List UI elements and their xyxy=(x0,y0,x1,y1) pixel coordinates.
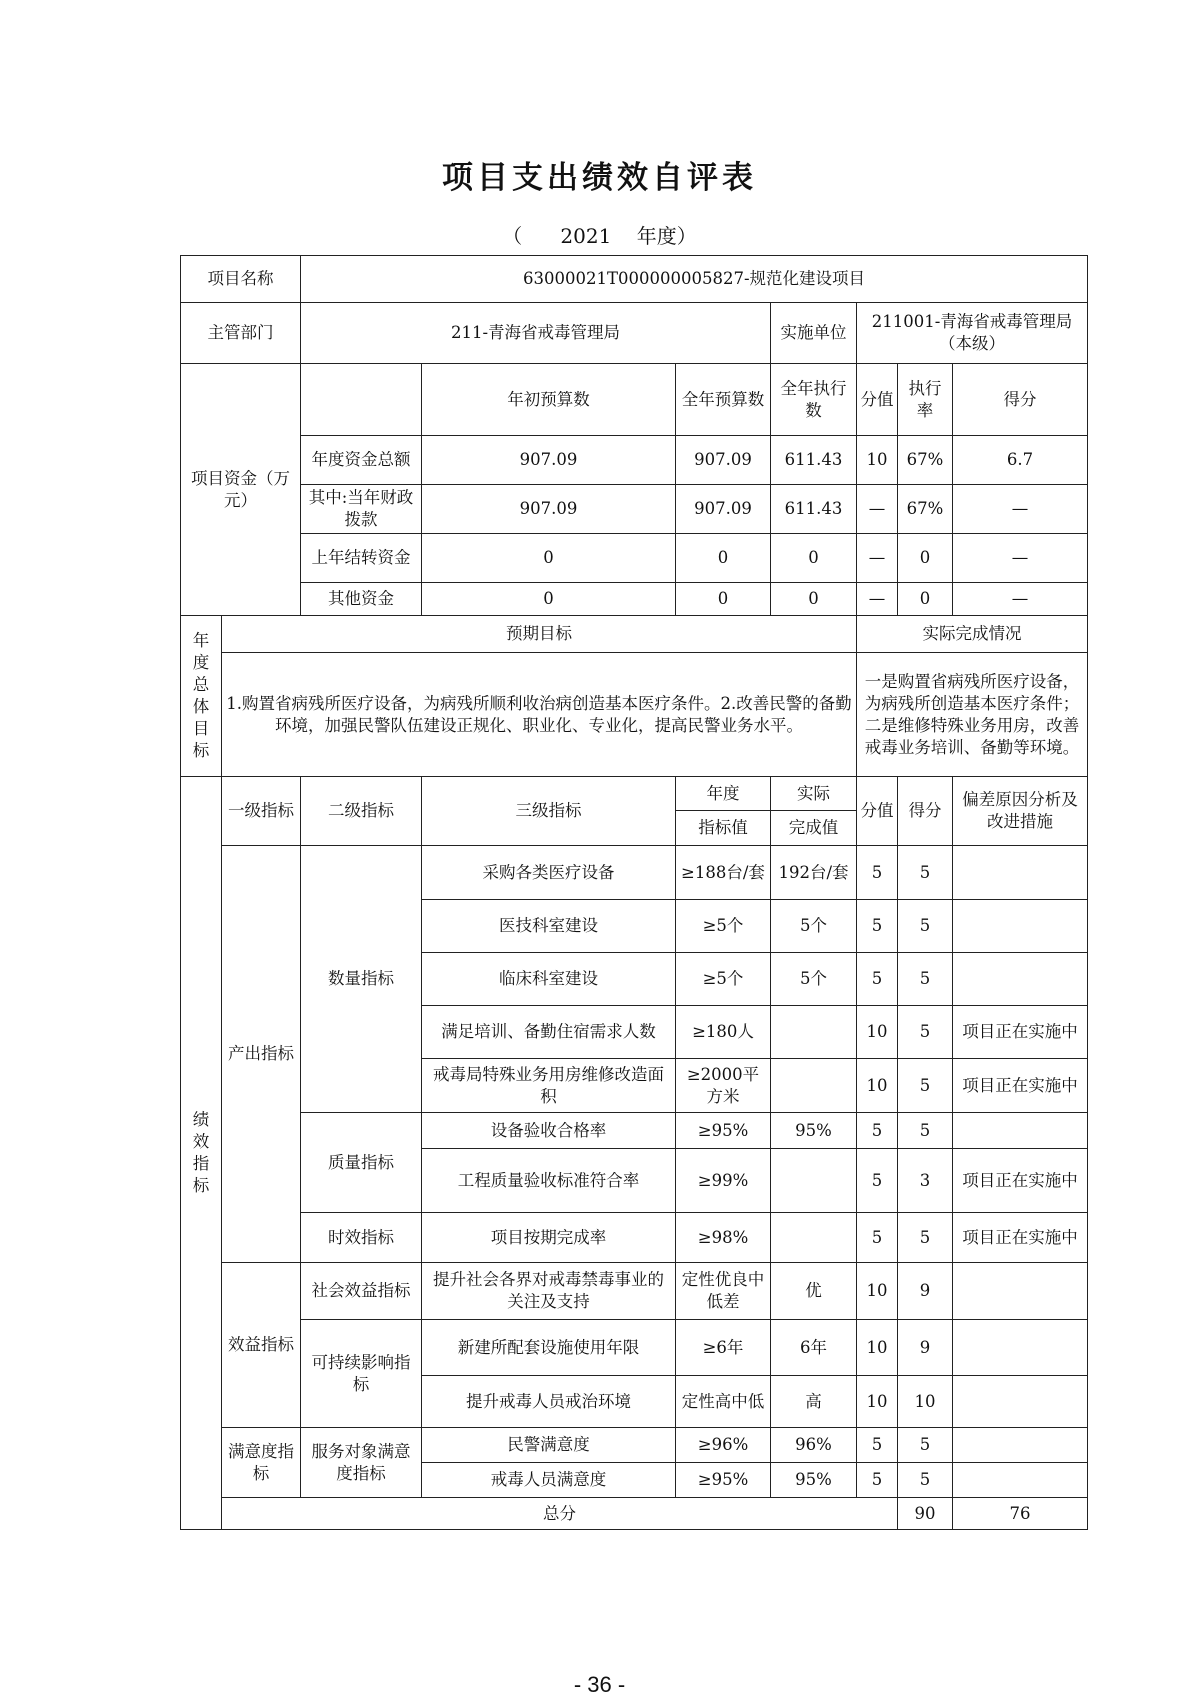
indicator-value: 5 xyxy=(857,900,898,953)
indicator-score: 9 xyxy=(898,1320,953,1376)
indicator-actual: 192台/套 xyxy=(771,846,857,900)
funds-col-executed: 全年执行数 xyxy=(771,364,857,436)
header-target-bottom: 指标值 xyxy=(676,811,771,846)
header-level3: 三级指标 xyxy=(422,777,676,846)
indicator-name: 临床科室建设 xyxy=(422,953,676,1006)
subgroup-social: 社会效益指标 xyxy=(301,1263,422,1320)
header-target-top: 年度 xyxy=(676,777,771,811)
header-actual-top: 实际 xyxy=(771,777,857,811)
indicator-actual: 5个 xyxy=(771,900,857,953)
indicator-name: 提升社会各界对戒毒禁毒事业的关注及支持 xyxy=(422,1263,676,1320)
funds-row-name: 年度资金总额 xyxy=(301,436,422,485)
subgroup-sustainable: 可持续影响指标 xyxy=(301,1320,422,1428)
indicator-score: 5 xyxy=(898,900,953,953)
indicator-actual: 5个 xyxy=(771,953,857,1006)
indicator-name: 采购各类医疗设备 xyxy=(422,846,676,900)
indicator-value: 10 xyxy=(857,1376,898,1428)
funds-col-value: 分值 xyxy=(857,364,898,436)
year-line xyxy=(0,220,1199,249)
year-open: （ xyxy=(502,224,523,248)
indicator-reason: 项目正在实施中 xyxy=(953,1213,1088,1263)
funds-row-name: 其他资金 xyxy=(301,583,422,616)
indicator-actual: 6年 xyxy=(771,1320,857,1376)
indicator-target: ≥95% xyxy=(676,1463,771,1498)
funds-cell: 10 xyxy=(857,436,898,485)
indicator-reason: 项目正在实施中 xyxy=(953,1149,1088,1213)
funds-cell: 611.43 xyxy=(771,436,857,485)
project-name-label: 项目名称 xyxy=(181,256,301,303)
indicator-row xyxy=(181,1320,1088,1376)
indicator-reason xyxy=(953,846,1088,900)
header-actual-bottom: 完成值 xyxy=(771,811,857,846)
funds-cell: 907.09 xyxy=(676,436,771,485)
funds-cell: 611.43 xyxy=(771,485,857,534)
indicator-value: 5 xyxy=(857,1463,898,1498)
funds-row xyxy=(181,583,1088,616)
indicator-target: 定性高中低 xyxy=(676,1376,771,1428)
group-benefit: 效益指标 xyxy=(222,1263,301,1428)
indicator-score: 5 xyxy=(898,1006,953,1059)
subgroup-service: 服务对象满意度指标 xyxy=(301,1428,422,1498)
funds-cell: 0 xyxy=(771,583,857,616)
indicator-target: ≥99% xyxy=(676,1149,771,1213)
indicator-actual xyxy=(771,1006,857,1059)
funds-col-annual: 全年预算数 xyxy=(676,364,771,436)
indicator-actual: 95% xyxy=(771,1113,857,1149)
indicator-reason xyxy=(953,1428,1088,1463)
dept-label: 主管部门 xyxy=(181,303,301,364)
funds-cell: 0 xyxy=(898,534,953,583)
indicator-target: ≥5个 xyxy=(676,953,771,1006)
goals-content-row xyxy=(181,653,1088,777)
indicator-row xyxy=(181,1113,1088,1149)
indicator-score: 5 xyxy=(898,1463,953,1498)
indicator-value: 5 xyxy=(857,953,898,1006)
indicator-name: 满足培训、备勤住宿需求人数 xyxy=(422,1006,676,1059)
funds-cell: 0 xyxy=(898,583,953,616)
subgroup-quantity: 数量指标 xyxy=(301,846,422,1113)
indicator-value: 5 xyxy=(857,846,898,900)
total-value: 90 xyxy=(898,1498,953,1530)
indicators-label: 绩效指标 xyxy=(181,777,222,1530)
funds-row-name: 其中:当年财政拨款 xyxy=(301,485,422,534)
indicators-header-row xyxy=(181,777,1088,811)
indicator-value: 10 xyxy=(857,1006,898,1059)
funds-row xyxy=(181,436,1088,485)
indicator-value: 5 xyxy=(857,1113,898,1149)
goals-label: 年度总体目标 xyxy=(181,616,222,777)
indicator-name: 项目按期完成率 xyxy=(422,1213,676,1263)
indicator-name: 民警满意度 xyxy=(422,1428,676,1463)
funds-blank-header xyxy=(301,364,422,436)
indicator-actual: 高 xyxy=(771,1376,857,1428)
group-output: 产出指标 xyxy=(222,846,301,1263)
total-score: 76 xyxy=(953,1498,1088,1530)
funds-col-initial: 年初预算数 xyxy=(422,364,676,436)
funds-cell: 67% xyxy=(898,436,953,485)
total-label: 总分 xyxy=(222,1498,898,1530)
funds-cell: — xyxy=(953,583,1088,616)
indicator-value: 5 xyxy=(857,1428,898,1463)
funds-cell: — xyxy=(857,485,898,534)
indicator-target: ≥98% xyxy=(676,1213,771,1263)
funds-cell: 907.09 xyxy=(422,485,676,534)
indicator-name: 戒毒人员满意度 xyxy=(422,1463,676,1498)
funds-header-row xyxy=(181,364,1088,436)
impl-value: 211001-青海省戒毒管理局（本级） xyxy=(857,303,1088,364)
goals-expected-text: 1.购置省病残所医疗设备，为病残所顺利收治病创造基本医疗条件。2.改善民警的备勤环境，加强民警队伍建设正规化、职业化、专业化，提高民警业务水平。 xyxy=(222,653,857,777)
indicator-actual: 优 xyxy=(771,1263,857,1320)
funds-cell: 0 xyxy=(676,583,771,616)
funds-row xyxy=(181,485,1088,534)
goals-actual-label: 实际完成情况 xyxy=(857,616,1088,653)
header-score-value: 分值 xyxy=(857,777,898,846)
funds-cell: 0 xyxy=(676,534,771,583)
year-unit: 年度） xyxy=(636,224,697,248)
page-number: - 36 - xyxy=(573,1672,626,1697)
indicator-target: 定性优良中低差 xyxy=(676,1263,771,1320)
funds-cell: 0 xyxy=(422,534,676,583)
indicator-reason xyxy=(953,1320,1088,1376)
header-reason: 偏差原因分析及改进措施 xyxy=(953,777,1088,846)
indicator-score: 5 xyxy=(898,1059,953,1113)
indicator-score: 5 xyxy=(898,1213,953,1263)
project-name-value: 63000021T000000005827-规范化建设项目 xyxy=(301,256,1088,303)
indicator-score: 3 xyxy=(898,1149,953,1213)
indicator-reason xyxy=(953,1113,1088,1149)
funds-label: 项目资金（万元） xyxy=(181,364,301,616)
indicator-target: ≥180人 xyxy=(676,1006,771,1059)
indicator-target: ≥96% xyxy=(676,1428,771,1463)
indicator-actual xyxy=(771,1213,857,1263)
goals-header-row xyxy=(181,616,1088,653)
indicator-score: 5 xyxy=(898,1428,953,1463)
funds-row xyxy=(181,534,1088,583)
indicator-name: 工程质量验收标准符合率 xyxy=(422,1149,676,1213)
indicator-reason: 项目正在实施中 xyxy=(953,1059,1088,1113)
funds-col-rate: 执行率 xyxy=(898,364,953,436)
impl-label: 实施单位 xyxy=(771,303,857,364)
header-level2: 二级指标 xyxy=(301,777,422,846)
funds-cell: 907.09 xyxy=(676,485,771,534)
indicator-reason xyxy=(953,1463,1088,1498)
indicator-value: 10 xyxy=(857,1059,898,1113)
department-row xyxy=(181,303,1088,364)
page-title: 项目支出绩效自评表 xyxy=(442,160,757,196)
project-name-row xyxy=(181,256,1088,303)
funds-cell: — xyxy=(953,485,1088,534)
indicator-name: 提升戒毒人员戒治环境 xyxy=(422,1376,676,1428)
indicator-row xyxy=(181,1428,1088,1463)
indicator-score: 5 xyxy=(898,846,953,900)
funds-cell: 0 xyxy=(771,534,857,583)
indicator-target: ≥2000平方米 xyxy=(676,1059,771,1113)
indicator-name: 新建所配套设施使用年限 xyxy=(422,1320,676,1376)
goals-expected-label: 预期目标 xyxy=(222,616,857,653)
indicator-reason xyxy=(953,1376,1088,1428)
indicator-name: 医技科室建设 xyxy=(422,900,676,953)
indicator-value: 5 xyxy=(857,1213,898,1263)
indicator-row xyxy=(181,1213,1088,1263)
indicator-score: 5 xyxy=(898,953,953,1006)
funds-col-score: 得分 xyxy=(953,364,1088,436)
funds-row-name: 上年结转资金 xyxy=(301,534,422,583)
indicator-reason: 项目正在实施中 xyxy=(953,1006,1088,1059)
subgroup-timeliness: 时效指标 xyxy=(301,1213,422,1263)
funds-cell: 67% xyxy=(898,485,953,534)
header-score: 得分 xyxy=(898,777,953,846)
indicator-value: 5 xyxy=(857,1149,898,1213)
funds-cell: — xyxy=(857,583,898,616)
indicator-target: ≥5个 xyxy=(676,900,771,953)
funds-cell: 0 xyxy=(422,583,676,616)
total-row xyxy=(181,1498,1088,1530)
indicator-actual: 96% xyxy=(771,1428,857,1463)
funds-cell: — xyxy=(953,534,1088,583)
funds-cell: — xyxy=(857,534,898,583)
year-value: 2021 xyxy=(560,224,612,248)
indicator-score: 5 xyxy=(898,1113,953,1149)
indicator-actual xyxy=(771,1059,857,1113)
goals-actual-text: 一是购置省病残所医疗设备，为病残所创造基本医疗条件；二是维修特殊业务用房，改善戒毒业务培训、备勤等环境。 xyxy=(857,653,1088,777)
indicator-name: 戒毒局特殊业务用房维修改造面积 xyxy=(422,1059,676,1113)
funds-cell: 907.09 xyxy=(422,436,676,485)
group-satisfaction: 满意度指标 xyxy=(222,1428,301,1498)
indicator-reason xyxy=(953,900,1088,953)
indicator-name: 设备验收合格率 xyxy=(422,1113,676,1149)
indicator-value: 10 xyxy=(857,1263,898,1320)
indicator-target: ≥95% xyxy=(676,1113,771,1149)
indicator-actual xyxy=(771,1149,857,1213)
indicator-target: ≥6年 xyxy=(676,1320,771,1376)
indicator-row xyxy=(181,1263,1088,1320)
header-level1: 一级指标 xyxy=(222,777,301,846)
indicator-actual: 95% xyxy=(771,1463,857,1498)
indicator-reason xyxy=(953,1263,1088,1320)
self-evaluation-table xyxy=(180,255,1088,1530)
funds-cell: 6.7 xyxy=(953,436,1088,485)
indicator-score: 9 xyxy=(898,1263,953,1320)
indicator-reason xyxy=(953,953,1088,1006)
indicator-target: ≥188台/套 xyxy=(676,846,771,900)
indicator-row xyxy=(181,846,1088,900)
subgroup-quality: 质量指标 xyxy=(301,1113,422,1213)
indicator-score: 10 xyxy=(898,1376,953,1428)
indicator-value: 10 xyxy=(857,1320,898,1376)
dept-value: 211-青海省戒毒管理局 xyxy=(301,303,771,364)
